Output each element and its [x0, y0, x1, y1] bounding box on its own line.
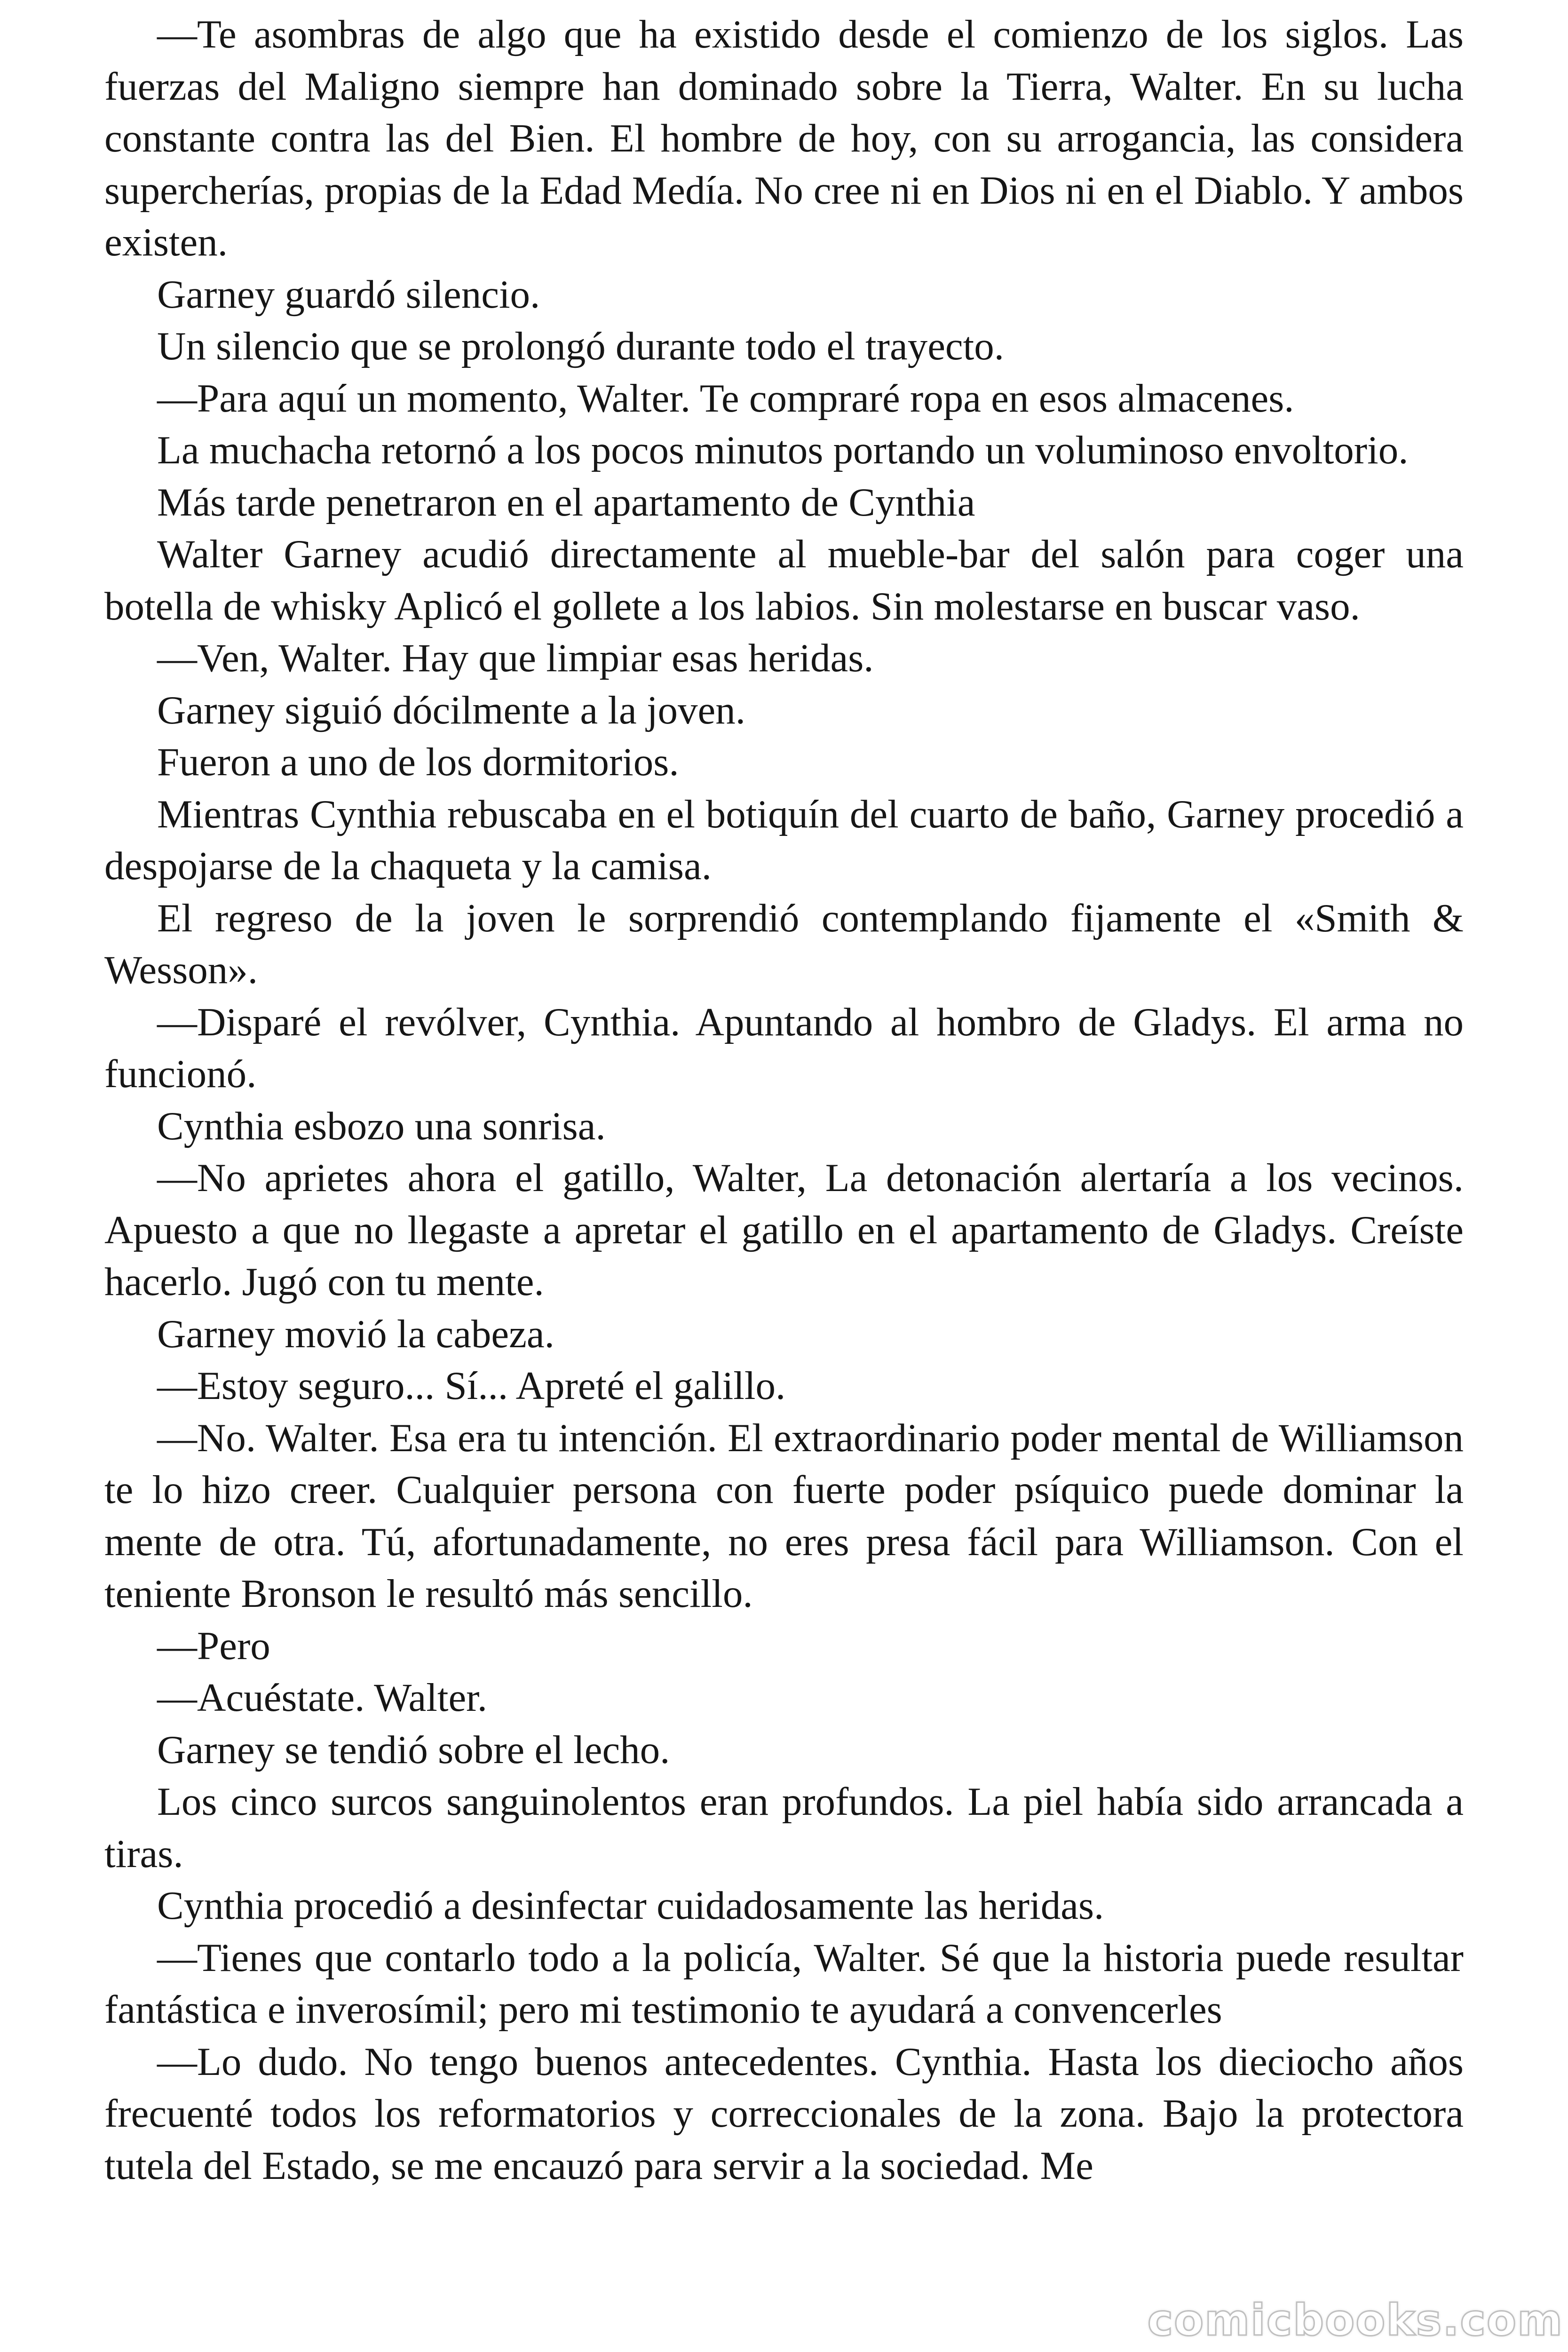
- watermark: comicbooks.com: [1147, 2295, 1563, 2345]
- paragraph: —Pero: [157, 1623, 270, 1668]
- paragraph: —Para aquí un momento, Walter. Te compraré ropa en esos almacenes.: [157, 376, 1294, 421]
- paragraph: Los cinco surcos sanguinolentos eran profundos. La piel había sido arrancada a tiras.: [104, 1780, 1464, 1876]
- paragraph: —No. Walter. Esa era tu intención. El extraordinario poder mental de Williamson te lo hizo creer. Cualquier persona con fuerte poder psíquico puede dominar la mente de otra. Tú, afortunadamente, no eres presa fácil para Williamson. Con el teniente Bronson le resultó más sencillo.: [104, 1415, 1464, 1616]
- paragraph: Garney siguió dócilmente a la joven.: [157, 688, 746, 732]
- paragraph: —Estoy seguro... Sí... Apreté el galillo.: [157, 1364, 786, 1408]
- paragraph: Garney guardó silencio.: [157, 272, 540, 317]
- paragraph: El regreso de la joven le sorprendió contemplando fijamente el «Smith & Wesson».: [104, 896, 1464, 992]
- paragraph: Garney se tendió sobre el lecho.: [157, 1727, 670, 1772]
- paragraph: —Te asombras de algo que ha existido desde el comienzo de los siglos. Las fuerzas del Maligno siempre han dominado sobre la Tierra, Walter. En su lucha constante contra las del Bien. El hombre de hoy, con su arrogancia, las considera supercherías, propias de la Edad Medía. No cree ni en Dios ni en el Diablo. Y ambos existen.: [104, 12, 1464, 264]
- paragraph: —No aprietes ahora el gatillo, Walter, La detonación alertaría a los vecinos. Apuesto a que no llegaste a apretar el gatillo en el apartamento de Gladys. Creíste hacerlo. Jugó con tu mente.: [104, 1156, 1464, 1304]
- page-text: [104, 8, 1464, 2192]
- paragraph: —Ven, Walter. Hay que limpiar esas heridas.: [157, 636, 874, 680]
- paragraph: Walter Garney acudió directamente al mueble-bar del salón para coger una botella de whisky Aplicó el gollete a los labios. Sin molestarse en buscar vaso.: [104, 532, 1464, 628]
- paragraph: —Lo dudo. No tengo buenos antecedentes. Cynthia. Hasta los dieciocho años frecuenté todos los reformatorios y correccionales de la zona. Bajo la protectora tutela del Estado, se me encauzó para servir a la sociedad. Me: [104, 2039, 1464, 2188]
- paragraph: —Tienes que contarlo todo a la policía, Walter. Sé que la historia puede resultar fantástica e inverosímil; pero mi testimonio te ayudará a convencerles: [104, 1935, 1464, 2032]
- paragraph: Fueron a uno de los dormitorios.: [157, 740, 679, 784]
- paragraph: Garney movió la cabeza.: [157, 1311, 554, 1356]
- paragraph: —Acuéstate. Walter.: [157, 1676, 488, 1720]
- paragraph: Mientras Cynthia rebuscaba en el botiquín del cuarto de baño, Garney procedió a despojarse de la chaqueta y la camisa.: [104, 792, 1464, 888]
- paragraph: Cynthia procedió a desinfectar cuidadosamente las heridas.: [157, 1883, 1104, 1928]
- paragraph: Cynthia esbozo una sonrisa.: [157, 1104, 606, 1148]
- paragraph: Un silencio que se prolongó durante todo el trayecto.: [157, 324, 1005, 368]
- paragraph: La muchacha retornó a los pocos minutos portando un voluminoso envoltorio.: [157, 428, 1409, 472]
- paragraph: —Disparé el revólver, Cynthia. Apuntando al hombro de Gladys. El arma no funcionó.: [104, 1000, 1464, 1096]
- paragraph: Más tarde penetraron en el apartamento de Cynthia: [157, 480, 975, 524]
